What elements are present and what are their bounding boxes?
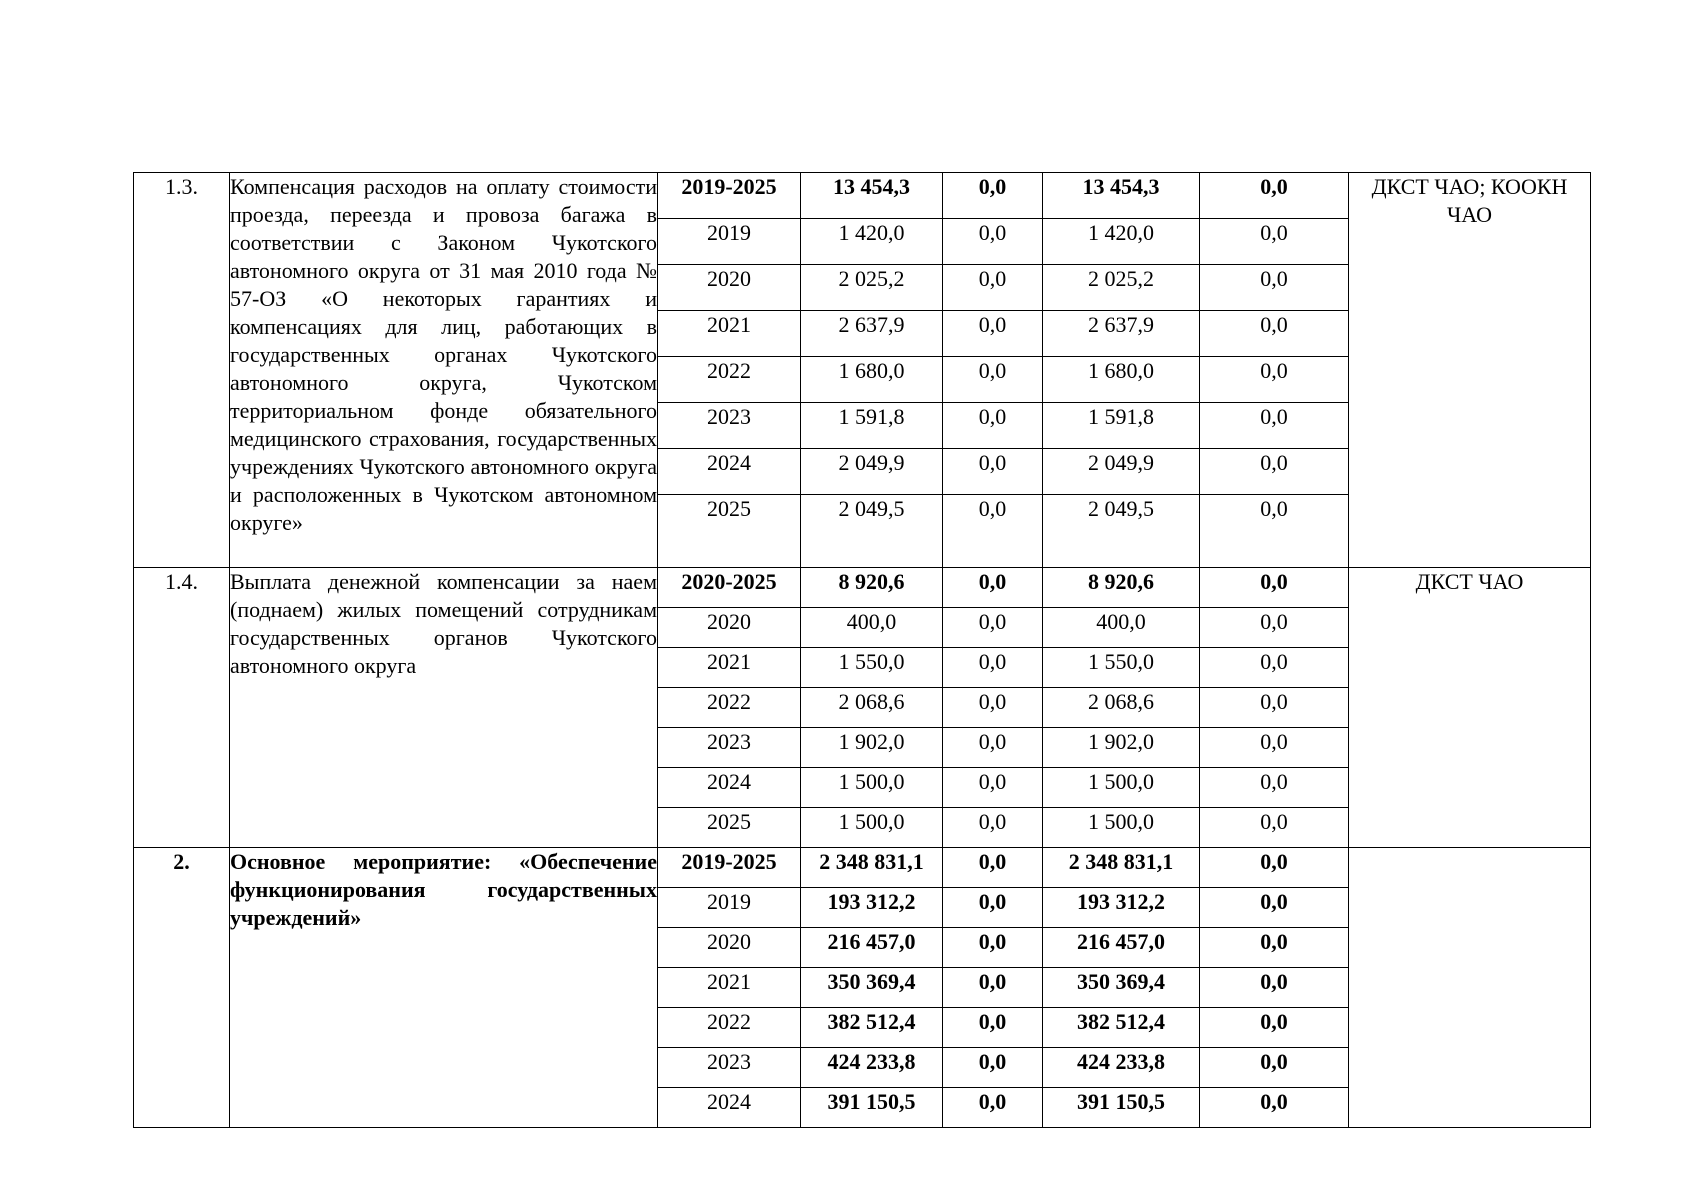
period-cell: 2020	[658, 608, 801, 648]
total-cell: 2 068,6	[801, 688, 943, 728]
regional-cell: 2 637,9	[1043, 311, 1200, 357]
federal-cell: 0,0	[943, 568, 1043, 608]
table-row	[134, 848, 1591, 888]
table-body	[134, 173, 1591, 1128]
other-cell: 0,0	[1200, 495, 1349, 568]
total-cell: 2 637,9	[801, 311, 943, 357]
federal-cell: 0,0	[943, 449, 1043, 495]
period-cell: 2025	[658, 495, 801, 568]
section-description: Выплата денежной компенсации за наем (поднаем) жилых помещений сотрудникам государственных органов Чукотского автономного округа	[230, 568, 658, 848]
period-cell: 2024	[658, 768, 801, 808]
federal-cell: 0,0	[943, 608, 1043, 648]
total-cell: 1 500,0	[801, 768, 943, 808]
other-cell: 0,0	[1200, 449, 1349, 495]
section-number: 2.	[134, 848, 230, 1128]
section-description: Основное мероприятие: «Обеспечение функционирования государственных учреждений»	[230, 848, 658, 1128]
period-cell: 2019	[658, 219, 801, 265]
total-cell: 193 312,2	[801, 888, 943, 928]
federal-cell: 0,0	[943, 173, 1043, 219]
federal-cell: 0,0	[943, 219, 1043, 265]
period-cell: 2020	[658, 928, 801, 968]
section-number: 1.3.	[134, 173, 230, 568]
regional-cell: 8 920,6	[1043, 568, 1200, 608]
period-cell: 2022	[658, 1008, 801, 1048]
regional-cell: 2 348 831,1	[1043, 848, 1200, 888]
budget-table	[133, 172, 1591, 1128]
regional-cell: 1 500,0	[1043, 808, 1200, 848]
period-cell: 2021	[658, 648, 801, 688]
responsible-executor: ДКСТ ЧАО	[1349, 568, 1591, 848]
regional-cell: 350 369,4	[1043, 968, 1200, 1008]
period-cell: 2022	[658, 357, 801, 403]
total-cell: 2 025,2	[801, 265, 943, 311]
total-cell: 1 680,0	[801, 357, 943, 403]
total-cell: 1 550,0	[801, 648, 943, 688]
federal-cell: 0,0	[943, 768, 1043, 808]
total-cell: 350 369,4	[801, 968, 943, 1008]
total-cell: 1 420,0	[801, 219, 943, 265]
regional-cell: 1 591,8	[1043, 403, 1200, 449]
total-cell: 1 591,8	[801, 403, 943, 449]
federal-cell: 0,0	[943, 1048, 1043, 1088]
federal-cell: 0,0	[943, 265, 1043, 311]
total-cell: 216 457,0	[801, 928, 943, 968]
other-cell: 0,0	[1200, 403, 1349, 449]
period-cell: 2023	[658, 403, 801, 449]
federal-cell: 0,0	[943, 688, 1043, 728]
responsible-executor: ДКСТ ЧАО; КООКН ЧАО	[1349, 173, 1591, 568]
table-row	[134, 568, 1591, 608]
other-cell: 0,0	[1200, 265, 1349, 311]
federal-cell: 0,0	[943, 1008, 1043, 1048]
regional-cell: 1 680,0	[1043, 357, 1200, 403]
regional-cell: 391 150,5	[1043, 1088, 1200, 1128]
period-cell: 2023	[658, 728, 801, 768]
other-cell: 0,0	[1200, 928, 1349, 968]
other-cell: 0,0	[1200, 1008, 1349, 1048]
regional-cell: 424 233,8	[1043, 1048, 1200, 1088]
regional-cell: 1 550,0	[1043, 648, 1200, 688]
federal-cell: 0,0	[943, 648, 1043, 688]
federal-cell: 0,0	[943, 403, 1043, 449]
table-row	[134, 173, 1591, 219]
regional-cell: 193 312,2	[1043, 888, 1200, 928]
regional-cell: 400,0	[1043, 608, 1200, 648]
other-cell: 0,0	[1200, 768, 1349, 808]
total-cell: 391 150,5	[801, 1088, 943, 1128]
other-cell: 0,0	[1200, 648, 1349, 688]
regional-cell: 1 500,0	[1043, 768, 1200, 808]
federal-cell: 0,0	[943, 311, 1043, 357]
period-cell: 2023	[658, 1048, 801, 1088]
regional-cell: 2 068,6	[1043, 688, 1200, 728]
other-cell: 0,0	[1200, 219, 1349, 265]
federal-cell: 0,0	[943, 495, 1043, 568]
other-cell: 0,0	[1200, 173, 1349, 219]
period-cell: 2020	[658, 265, 801, 311]
federal-cell: 0,0	[943, 928, 1043, 968]
section-number: 1.4.	[134, 568, 230, 848]
other-cell: 0,0	[1200, 311, 1349, 357]
total-cell: 2 049,5	[801, 495, 943, 568]
total-cell: 2 049,9	[801, 449, 943, 495]
total-cell: 1 500,0	[801, 808, 943, 848]
regional-cell: 1 420,0	[1043, 219, 1200, 265]
other-cell: 0,0	[1200, 728, 1349, 768]
total-cell: 8 920,6	[801, 568, 943, 608]
federal-cell: 0,0	[943, 1088, 1043, 1128]
other-cell: 0,0	[1200, 808, 1349, 848]
other-cell: 0,0	[1200, 608, 1349, 648]
federal-cell: 0,0	[943, 968, 1043, 1008]
period-cell: 2021	[658, 968, 801, 1008]
other-cell: 0,0	[1200, 888, 1349, 928]
other-cell: 0,0	[1200, 688, 1349, 728]
period-cell: 2019	[658, 888, 801, 928]
federal-cell: 0,0	[943, 808, 1043, 848]
regional-cell: 382 512,4	[1043, 1008, 1200, 1048]
total-cell: 2 348 831,1	[801, 848, 943, 888]
regional-cell: 2 025,2	[1043, 265, 1200, 311]
federal-cell: 0,0	[943, 888, 1043, 928]
period-cell: 2020-2025	[658, 568, 801, 608]
regional-cell: 13 454,3	[1043, 173, 1200, 219]
regional-cell: 216 457,0	[1043, 928, 1200, 968]
total-cell: 13 454,3	[801, 173, 943, 219]
other-cell: 0,0	[1200, 1088, 1349, 1128]
other-cell: 0,0	[1200, 848, 1349, 888]
section-description: Компенсация расходов на оплату стоимости проезда, переезда и провоза багажа в соответствии с Законом Чукотского автономного округа от 31 мая 2010 года № 57-ОЗ «О некоторых гарантиях и компенсациях для лиц, работающих в государственных органах Чукотского автономного округа, Чукотском территориальном фонде обязательного медицинского страхования, государственных учреждениях Чукотского автономного округа и расположенных в Чукотском автономном округе»	[230, 173, 658, 568]
federal-cell: 0,0	[943, 848, 1043, 888]
total-cell: 400,0	[801, 608, 943, 648]
regional-cell: 1 902,0	[1043, 728, 1200, 768]
other-cell: 0,0	[1200, 1048, 1349, 1088]
total-cell: 1 902,0	[801, 728, 943, 768]
period-cell: 2022	[658, 688, 801, 728]
period-cell: 2025	[658, 808, 801, 848]
responsible-executor	[1349, 848, 1591, 1128]
other-cell: 0,0	[1200, 968, 1349, 1008]
period-cell: 2019-2025	[658, 848, 801, 888]
period-cell: 2024	[658, 449, 801, 495]
regional-cell: 2 049,5	[1043, 495, 1200, 568]
other-cell: 0,0	[1200, 357, 1349, 403]
period-cell: 2019-2025	[658, 173, 801, 219]
other-cell: 0,0	[1200, 568, 1349, 608]
federal-cell: 0,0	[943, 357, 1043, 403]
regional-cell: 2 049,9	[1043, 449, 1200, 495]
federal-cell: 0,0	[943, 728, 1043, 768]
period-cell: 2024	[658, 1088, 801, 1128]
total-cell: 382 512,4	[801, 1008, 943, 1048]
total-cell: 424 233,8	[801, 1048, 943, 1088]
period-cell: 2021	[658, 311, 801, 357]
